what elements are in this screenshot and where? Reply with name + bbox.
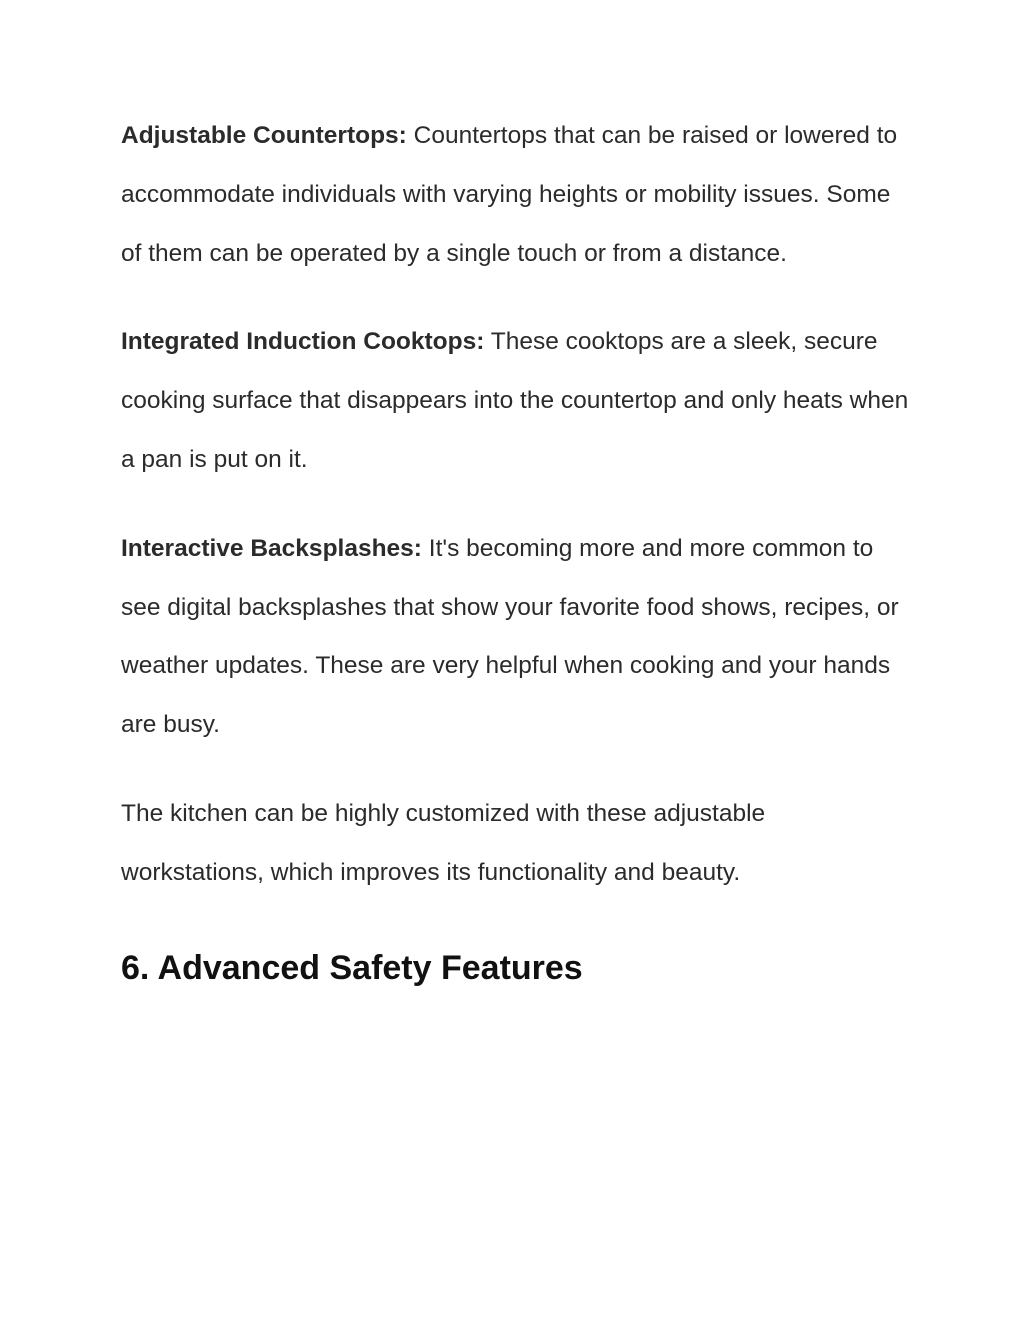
paragraph-interactive-backsplashes <box>121 520 911 755</box>
document-body <box>121 107 911 988</box>
term-label: Adjustable Countertops: <box>121 122 407 149</box>
section-heading: 6. Advanced Safety Features <box>121 948 583 987</box>
paragraph-text: It's becoming more and more common to see digital backsplashes that show your favorite food shows, recipes, or weather updates. These are very helpful when cooking and your hands are busy. <box>121 534 899 739</box>
paragraph-adjustable-countertops <box>121 107 911 283</box>
paragraph-text: These cooktops are a sleek, secure cooking surface that disappears into the countertop and only heats when a pan is put on it. <box>121 328 909 473</box>
term-label: Interactive Backsplashes: <box>121 534 422 562</box>
paragraph-induction-cooktops <box>121 313 911 489</box>
paragraph-text: Countertops that can be raised or lowered to accommodate individuals with varying heights or mobility issues. Some of them can be operated by a single touch or from a distance. <box>121 122 898 267</box>
paragraph-closing: The kitchen can be highly customized with these adjustable workstations, which improves its functionality and beauty. <box>121 799 766 886</box>
term-label: Integrated Induction Cooktops: <box>121 328 485 356</box>
